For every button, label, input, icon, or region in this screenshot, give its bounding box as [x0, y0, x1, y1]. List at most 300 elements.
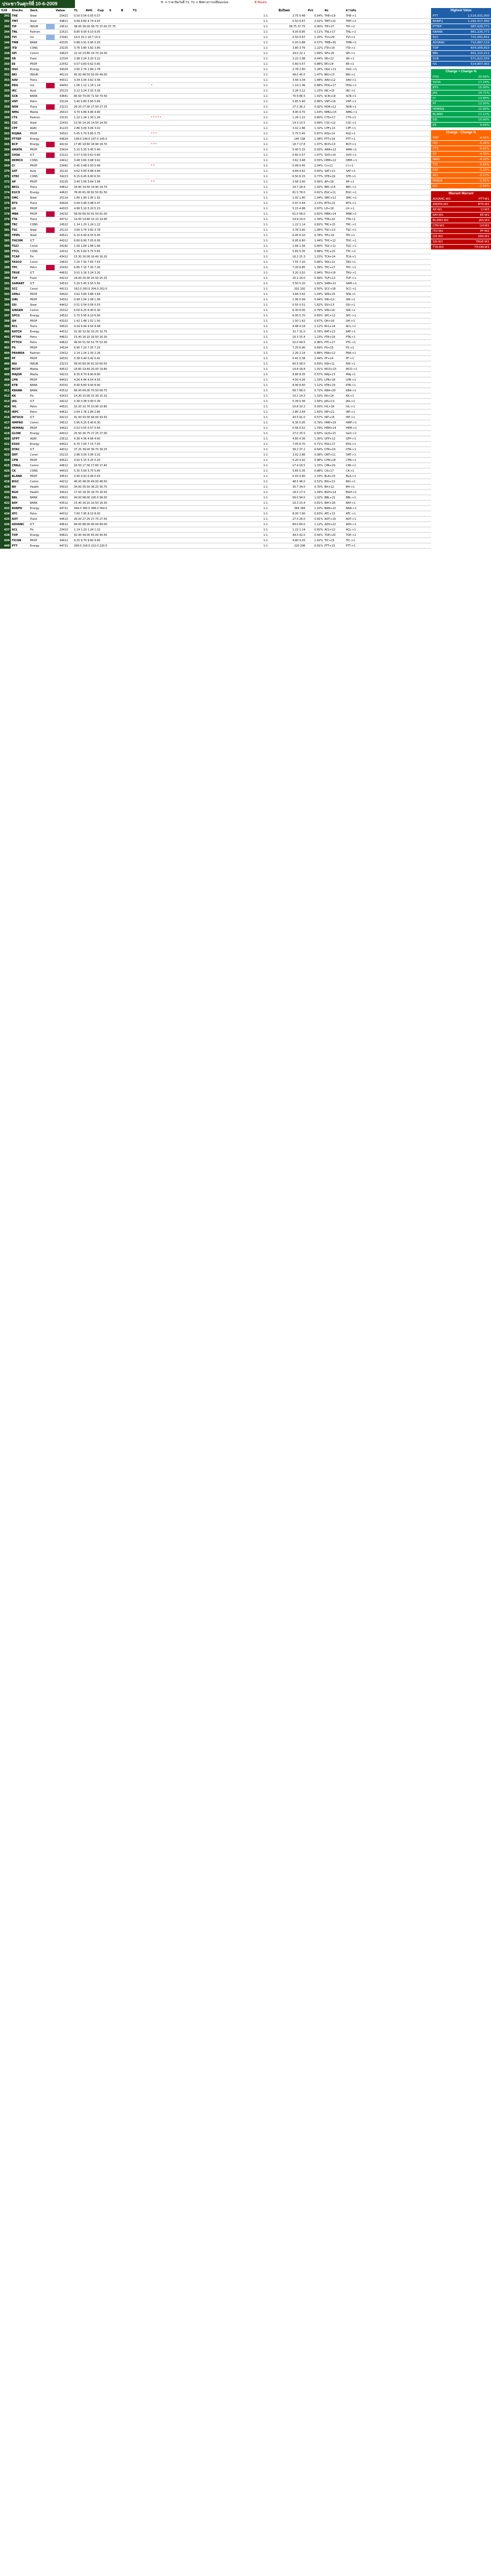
sector: PROP — [30, 459, 37, 462]
row-number: 351 — [0, 67, 11, 72]
trend-pair: 1-1 — [263, 480, 268, 483]
flag-marker — [46, 72, 55, 78]
table-row — [0, 426, 431, 431]
signal-tag: TRU+19 — [324, 271, 336, 275]
flag-marker — [46, 479, 55, 484]
row-number: 428 — [0, 479, 11, 484]
sidebar-item-value: BTS-W2 — [478, 203, 489, 206]
price-series: 0.36 0.38 0.40 0.39 — [74, 400, 101, 403]
table-row — [0, 265, 431, 270]
note-text — [151, 29, 253, 35]
note-text — [151, 244, 253, 249]
sidebar-item-label: BANPU — [433, 20, 443, 23]
signal-tag: CPF+13 — [324, 127, 335, 130]
percent-change: 1.33% — [314, 378, 323, 382]
direction-tag: TPC->1 — [346, 266, 356, 269]
flag-marker — [46, 238, 55, 244]
percent-change: 1.02% — [314, 496, 323, 499]
sidebar-item-value: 601,115,211 — [471, 52, 489, 55]
note-text — [151, 404, 253, 410]
value-code: 44323 — [59, 207, 68, 210]
percent-change: 0.66% — [314, 261, 323, 264]
sector: Energy — [30, 534, 40, 537]
value-code: 24512 — [59, 25, 68, 28]
sector: Fashion — [30, 352, 40, 355]
signal-tag: IRP+21 — [324, 411, 335, 414]
table-row — [0, 399, 431, 404]
sidebar-list-item — [431, 85, 491, 90]
percent-change: 0.80% — [314, 116, 323, 119]
support-resistance: 2.78 2.60 — [292, 68, 305, 71]
sector: PROP — [30, 346, 37, 350]
trend-pair: 1-1 — [263, 68, 268, 71]
flag-marker — [46, 543, 55, 549]
flag-marker — [46, 511, 55, 517]
stock-symbol: AAV — [12, 79, 18, 82]
price-series: 4.88 5.10 5.20 5.15 — [74, 207, 101, 210]
sidebar-item-label: SSI — [433, 118, 437, 122]
flag-marker — [46, 420, 55, 426]
signal-tag: CSC+12 — [324, 122, 336, 125]
value-code: 24312 — [59, 250, 68, 253]
stock-symbol: TASCO — [12, 261, 22, 264]
column-header: AVG — [86, 9, 93, 12]
support-resistance: 5.40 5.15 — [292, 148, 305, 151]
sector: Fin — [30, 395, 34, 398]
support-resistance: 3.80 3.76 — [292, 47, 305, 50]
sidebar-list-item — [431, 123, 491, 128]
sector: Petro — [30, 405, 37, 408]
direction-tag: MCO->1 — [346, 368, 358, 371]
stock-symbol: CPN — [12, 459, 18, 462]
trend-pair: 1-1 — [263, 405, 268, 408]
price-series: 13.50 14.20 14.50 14.30 — [74, 122, 108, 125]
column-header: Value — [56, 9, 65, 12]
value-code: 23341 — [59, 36, 68, 39]
percent-change: 0.87% — [314, 132, 323, 135]
percent-change: 1.69% — [314, 52, 323, 55]
direction-tag: CTS->1 — [346, 116, 356, 119]
column-header: T1 — [133, 9, 137, 12]
stock-symbol: SCC — [12, 287, 18, 291]
sidebar-list-item — [431, 229, 491, 234]
sector: Auto — [30, 89, 36, 93]
trend-pair: 1-1 — [263, 496, 268, 499]
price-series: 26.00 27.25 27.75 27.50 — [74, 518, 108, 521]
price-series: 5.40 5.80 5.95 5.85 — [74, 100, 101, 103]
stock-symbol: PTTCH — [12, 341, 22, 344]
support-resistance: 3.58 3.40 — [292, 180, 305, 184]
support-resistance: 81.5 78.0 — [292, 191, 305, 194]
note-text — [151, 495, 253, 501]
trend-pair: 1-1 — [263, 378, 268, 382]
signal-tag: BAY+18 — [324, 502, 336, 505]
note-text: * * — [151, 164, 155, 168]
sector: ICT — [30, 282, 35, 285]
percent-change: 0.88% — [314, 352, 323, 355]
direction-tag: THE->1 — [346, 14, 357, 18]
flag-marker — [46, 393, 55, 399]
trend-pair: 1-1 — [263, 523, 268, 526]
row-number: 354 — [0, 83, 11, 88]
table-row — [0, 126, 431, 131]
percent-change: 1.04% — [314, 293, 323, 296]
sidebar-item-value: 987,429,771 — [471, 25, 489, 28]
note-text — [151, 484, 253, 490]
sidebar-item-value: -3.23% — [479, 169, 489, 172]
price-series: 14.30 15.00 15.30 15.10 — [74, 395, 108, 398]
direction-tag: PRA->1 — [346, 352, 356, 355]
direction-tag: INT->1 — [346, 416, 355, 419]
flag-marker — [46, 228, 55, 233]
signal-tag: TSC+13 — [324, 229, 336, 232]
table-row — [0, 484, 431, 490]
row-number: 405 — [0, 356, 11, 361]
flag-marker — [46, 506, 55, 511]
flag-marker — [46, 270, 55, 276]
table-row — [0, 340, 431, 345]
trend-pair: 1-1 — [263, 491, 268, 494]
table-row — [0, 302, 431, 308]
sidebar-list-item — [431, 162, 491, 168]
price-series: 4.99 4.80 4.74 4.97 — [74, 20, 101, 23]
sector: BANK — [30, 496, 37, 499]
sidebar-list-item — [431, 223, 491, 229]
percent-change: 0.64% — [314, 448, 323, 451]
row-number: 353 — [0, 78, 11, 83]
flag-marker — [46, 276, 55, 281]
trend-pair: 1-1 — [263, 47, 268, 50]
value-code: 34324 — [59, 68, 68, 71]
price-series: 0.57 0.60 0.62 0.60 — [74, 63, 101, 66]
trend-pair: 1-1 — [263, 186, 268, 189]
sector: Energy — [30, 191, 40, 194]
stock-symbol: SPCG — [12, 314, 20, 317]
flag-marker — [46, 415, 55, 420]
support-resistance: 18.5 17.5 — [292, 491, 305, 494]
table-row — [0, 420, 431, 426]
value-code: 44452 — [59, 84, 68, 87]
trend-pair: 1-1 — [263, 453, 268, 457]
flag-marker — [46, 51, 55, 56]
price-series: 1.80 1.90 1.95 1.92 — [74, 196, 101, 200]
flag-marker — [46, 377, 55, 383]
price-series: 34.00 35.50 36.25 35.75 — [74, 486, 108, 489]
sidebar-item-value: JAS-W3 — [479, 219, 489, 222]
signal-tag: TPC+17 — [324, 266, 336, 269]
sheet-title: ประชาวันศุกร์ที่ 10-6-2009 — [0, 0, 75, 8]
percent-change: 0.94% — [314, 271, 323, 275]
support-resistance: 1.22 1.14 — [292, 223, 305, 226]
signal-tag: IVL+18 — [324, 405, 335, 408]
signal-tag: BBL+21 — [324, 496, 336, 499]
value-code: 24522 — [59, 223, 68, 226]
trend-pair: 1-1 — [263, 518, 268, 521]
signal-tag: NOK+12 — [324, 105, 336, 109]
trend-pair: 1-1 — [263, 170, 268, 173]
stock-symbol: TMT — [12, 20, 18, 23]
note-text — [151, 35, 253, 40]
price-series: 41.00 43.00 44.00 43.50 — [74, 416, 108, 419]
table-row — [0, 94, 431, 99]
value-code: 44312 — [59, 512, 68, 516]
row-number: 374 — [0, 190, 11, 195]
sector: Const — [30, 245, 38, 248]
direction-tag: NOK->1 — [346, 105, 357, 109]
direction-tag: DTA->1 — [346, 448, 357, 451]
signal-tag: RCL+14 — [324, 325, 336, 328]
direction-tag: SAT->1 — [346, 170, 356, 173]
direction-tag: HMP->1 — [346, 421, 357, 425]
sector: ICT — [30, 400, 35, 403]
support-resistance: 44.5 42.0 — [292, 534, 305, 537]
sidebar-list-item — [431, 13, 491, 19]
sidebar-list-item — [431, 29, 491, 35]
signal-tag: BIG+13 — [324, 480, 335, 483]
note-text — [151, 120, 253, 126]
table-row — [0, 442, 431, 447]
sidebar-item-label: DRT — [433, 169, 439, 172]
row-number: 371 — [0, 174, 11, 179]
flag-marker — [46, 313, 55, 319]
sidebar-list-item — [431, 239, 491, 245]
table-row — [0, 313, 431, 319]
value-code: 25123 — [59, 89, 68, 93]
direction-tag: BAN->1 — [346, 507, 357, 510]
stock-symbol: SR — [12, 57, 16, 60]
support-resistance: 10.8 10.2 — [292, 405, 305, 408]
header-note: Tr. = ราคาปิดวันนี้ T1, T2 = ทิศทางการเปลี่ยนแปลง — [161, 1, 229, 4]
sidebar-item-value: -2.81% — [479, 179, 489, 183]
row-number: 370 — [0, 169, 11, 174]
stock-symbol: JAS — [12, 400, 17, 403]
value-code: 26413 — [59, 111, 68, 114]
flag-marker — [46, 447, 55, 452]
sector: Petro — [30, 100, 37, 103]
signal-tag: AOT+19 — [324, 518, 336, 521]
flag-marker — [46, 297, 55, 302]
value-code: 34223 — [59, 175, 68, 178]
flag-marker — [46, 308, 55, 313]
price-series: 0.88 0.91 0.95 0.93 — [74, 41, 101, 44]
price-series: 5.35 5.60 5.75 5.65 — [74, 250, 101, 253]
stock-symbol: VNT — [12, 100, 18, 103]
flag-marker — [46, 319, 55, 324]
signal-tag: SPC+12 — [324, 314, 336, 317]
row-number: 361 — [0, 120, 11, 126]
sidebar-item-value: 14.71% — [478, 92, 489, 95]
stock-symbol: THE — [12, 14, 18, 18]
value-code: 25432 — [59, 266, 68, 269]
stock-symbol: BANPU — [12, 507, 22, 510]
stock-symbol: PTT — [12, 544, 18, 548]
table-row — [0, 88, 431, 94]
trend-pair: 1-1 — [263, 89, 268, 93]
support-resistance: 16.3 15.4 — [292, 336, 305, 339]
stock-symbol: MAJOR — [12, 373, 22, 376]
stock-symbol: CTS — [12, 116, 18, 119]
trend-pair: 1-1 — [263, 373, 268, 376]
signal-tag: OGC+11 — [324, 68, 336, 71]
value-code: 43331 — [59, 384, 68, 387]
direction-tag: BCP->1 — [346, 143, 356, 146]
value-code: 34512 — [59, 421, 68, 425]
signal-tag: BLA+15 — [324, 475, 336, 478]
note-text — [151, 217, 253, 222]
percent-change: 1.79% — [314, 427, 323, 430]
flag-marker — [46, 286, 55, 292]
sidebar-section-title: Highest Value — [431, 8, 491, 13]
support-resistance: 7.05 6.70 — [292, 443, 305, 446]
note-text — [151, 281, 253, 286]
note-text — [151, 153, 253, 158]
trend-pair: 1-1 — [263, 52, 268, 55]
support-resistance: 8.00 7.60 — [292, 512, 305, 516]
flag-marker — [46, 185, 55, 190]
sector: INSUR — [30, 25, 39, 28]
signal-tag: SPA+15 — [324, 293, 335, 296]
value-code: 44721 — [59, 507, 68, 510]
column-header: S — [109, 9, 111, 12]
flag-marker — [46, 56, 55, 62]
signal-tag: PTC+17 — [324, 341, 335, 344]
sidebar-item-label: NSI — [433, 185, 438, 188]
table-row — [0, 195, 431, 201]
sector: BANK — [30, 389, 37, 392]
price-series: 45.00 48.50 50.00 49.00 — [74, 73, 108, 77]
flag-marker — [46, 292, 55, 297]
percent-change: 0.61% — [314, 191, 323, 194]
price-series: 4.70 4.86 4.96 4.90 — [74, 111, 101, 114]
percent-change: 0.77% — [314, 175, 323, 178]
table-row — [0, 13, 431, 19]
signal-tag: BGH+14 — [324, 491, 336, 494]
note-text — [151, 474, 253, 479]
table-row — [0, 46, 431, 51]
percent-change: 1.06% — [314, 229, 323, 232]
trend-pair: 1-1 — [263, 325, 268, 328]
price-series: 22.10 23.80 24.70 24.00 — [74, 52, 108, 55]
note-text — [151, 324, 253, 329]
flag-marker — [46, 137, 55, 142]
stock-symbol: PF — [12, 357, 16, 360]
row-number: 368 — [0, 158, 11, 163]
flag-marker — [46, 388, 55, 393]
trend-pair: 1-1 — [263, 41, 268, 44]
support-resistance: 14.9 14.0 — [292, 218, 305, 221]
sidebar-item-value: CI-W3 — [480, 208, 489, 211]
flag-marker — [46, 131, 55, 137]
direction-tag: ATC->1 — [346, 512, 356, 516]
table-row — [0, 415, 431, 420]
direction-tag: OGC->1 — [346, 68, 357, 71]
table-row — [0, 538, 431, 543]
direction-tag: SPA->1 — [346, 293, 356, 296]
stock-symbol: LPN — [12, 378, 18, 382]
signal-tag: CPA+20 — [324, 464, 336, 467]
direction-tag: CK->1 — [346, 469, 354, 473]
sidebar-item-value: -3.17% — [479, 174, 489, 177]
sector: Food — [30, 57, 36, 60]
value-code: 34142 — [59, 245, 68, 248]
trend-pair: 1-1 — [263, 57, 268, 60]
stock-symbol: MCOT — [12, 368, 21, 371]
trend-pair: 1-1 — [263, 330, 268, 334]
sector: Auto — [30, 170, 36, 173]
flag-marker — [46, 244, 55, 249]
trend-pair: 1-1 — [263, 448, 268, 451]
flag-marker — [46, 158, 55, 163]
table-row — [0, 276, 431, 281]
price-series: 0.40 0.42 0.44 0.43 — [74, 475, 101, 478]
row-number: 425 — [0, 463, 11, 468]
sidebar-list-item — [431, 101, 491, 107]
note-text — [151, 335, 253, 340]
note-text — [151, 110, 253, 115]
price-series: 5.35 5.60 5.75 5.65 — [74, 469, 101, 473]
trend-pair: 1-1 — [263, 261, 268, 264]
sector: PROP — [30, 475, 37, 478]
value-code: 25213 — [59, 453, 68, 457]
sector: Media — [30, 111, 39, 114]
flag-marker — [46, 62, 55, 67]
trend-pair: 1-1 — [263, 416, 268, 419]
support-resistance: 3.22 2.98 — [292, 57, 305, 60]
note-text — [151, 415, 253, 420]
note-text — [151, 452, 253, 458]
sidebar-item-value: 861,226,771 — [471, 31, 489, 34]
support-resistance: 89.0 84.0 — [292, 523, 305, 526]
note-text — [151, 228, 253, 233]
row-number: 382 — [0, 233, 11, 238]
support-resistance: 145 138 — [294, 138, 305, 141]
row-number: 438 — [0, 533, 11, 538]
direction-tag: ROJ->1 — [346, 132, 356, 135]
percent-change: 1.23% — [314, 255, 323, 259]
signal-tag: NSI+11 — [324, 362, 335, 366]
direction-tag: TTA->1 — [346, 218, 356, 221]
percent-change: 0.88% — [314, 84, 323, 87]
support-resistance: 16.2 15.3 — [292, 255, 305, 259]
note-text: * * * — [151, 143, 157, 146]
sidebar-list-item — [431, 107, 491, 112]
note-text — [151, 533, 253, 538]
column-header: B — [121, 9, 124, 12]
value-code: 25114 — [59, 196, 68, 200]
sector: Energy — [30, 330, 40, 334]
support-resistance: 69.7 66.0 — [292, 389, 305, 392]
signal-tag: PTA+19 — [324, 336, 335, 339]
price-series: 3.12 3.24 3.32 3.26 — [74, 89, 101, 93]
sector: ICT — [30, 154, 35, 157]
trend-pair: 1-1 — [263, 218, 268, 221]
flag-marker — [46, 35, 55, 40]
price-series: 15.40 16.10 16.50 16.30 — [74, 336, 108, 339]
row-number: 421 — [0, 442, 11, 447]
trend-pair: 1-1 — [263, 73, 268, 77]
price-series: 0.45 0.48 0.50 0.49 — [74, 164, 101, 168]
row-number: 433 — [0, 506, 11, 511]
percent-change: 1.23% — [314, 336, 323, 339]
stock-symbol: SINGER — [12, 309, 24, 312]
value-code: 23121 — [59, 154, 68, 157]
direction-tag: TOP->1 — [346, 534, 357, 537]
direction-tag: HEM->1 — [346, 427, 357, 430]
value-code: 44424 — [59, 202, 68, 205]
sidebar-item-label: IVL — [433, 63, 437, 66]
table-row — [0, 474, 431, 479]
stock-symbol: TNL — [12, 31, 18, 34]
